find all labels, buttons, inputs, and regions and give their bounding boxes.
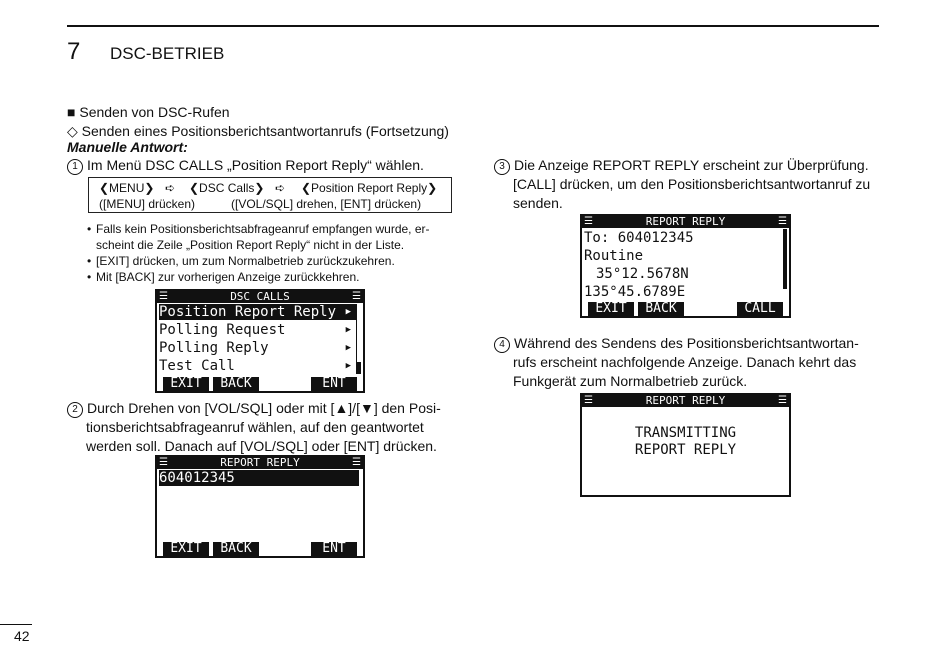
menu-item-label: Position Report Reply	[159, 304, 337, 320]
menu-item-position-report-reply[interactable]	[159, 304, 359, 320]
menu-item-polling-reply[interactable]	[159, 340, 359, 356]
page-number-rule	[0, 624, 32, 625]
ent-softkey[interactable]: ENT	[311, 542, 357, 556]
list-item-selected[interactable]: 604012345	[159, 470, 359, 486]
nav-arrow-icon: ➪	[165, 181, 176, 195]
nav-position-report-reply: ❮Position Report Reply❯	[301, 181, 438, 195]
step-2-line-3: werden soll. Danach auf [VOL/SQL] oder [ENT] drücken.	[86, 438, 437, 454]
menu-icon: ☰	[352, 291, 361, 302]
step-3	[494, 156, 880, 213]
step-3-line-2: [CALL] drücken, um den Positionsberichtsantwortanruf zu	[513, 176, 871, 192]
back-softkey[interactable]: BACK	[213, 377, 259, 391]
step-1-number: 1	[67, 159, 83, 175]
menu-icon: ☰	[159, 457, 168, 468]
step-2-line-2: tionsberichtsabfrageanruf wählen, auf den geantwortet	[86, 419, 424, 435]
menu-item-label: Polling Reply	[159, 340, 269, 356]
step-2	[67, 399, 453, 456]
square-bullet-icon: ■	[67, 104, 76, 120]
section-heading	[67, 103, 230, 122]
screen-title: REPORT REPLY	[220, 456, 300, 469]
menu-icon: ☰	[778, 216, 787, 227]
right-arrow-icon: ▶	[345, 361, 351, 371]
transmitting-message	[582, 425, 789, 459]
page-number: 42	[14, 628, 30, 644]
bullet-1-line-2: scheint die Zeile „Position Report Reply“ nicht in der Liste.	[96, 238, 405, 252]
ent-softkey[interactable]: ENT	[311, 377, 357, 391]
diamond-bullet-icon: ◇	[67, 123, 78, 139]
call-category: Routine	[584, 248, 644, 264]
screen-header	[157, 291, 363, 303]
nav-menu-subtext: ([MENU] drücken)	[99, 197, 196, 211]
menu-icon: ☰	[584, 395, 593, 406]
screen-transmitting	[580, 393, 791, 497]
chapter-number: 7	[67, 38, 81, 65]
scrollbar-thumb[interactable]	[357, 362, 361, 374]
right-arrow-icon: ▶	[345, 307, 351, 317]
transmitting-line-2: REPORT REPLY	[634, 442, 737, 458]
step-1-text: Im Menü DSC CALLS „Position Report Reply“ wählen.	[87, 157, 424, 173]
softkey-bar	[582, 301, 789, 316]
softkey-bar	[157, 376, 363, 391]
screen-dsc-calls	[155, 289, 365, 393]
to-address: To: 604012345	[584, 230, 694, 246]
menu-item-label: Test Call	[159, 358, 235, 374]
bullet-3: • Mit [BACK] zur vorherigen Anzeige zurückkehren.	[96, 269, 359, 285]
nav-menu: ❮MENU❯	[99, 181, 155, 195]
screen-report-reply-detail	[580, 214, 791, 318]
latitude: 35°12.5678N	[596, 266, 689, 282]
nav-dsc-calls: ❮DSC Calls❯	[189, 181, 265, 195]
screen-title: DSC CALLS	[230, 290, 290, 303]
step-3-line-3: senden.	[513, 195, 563, 211]
screen-header	[157, 457, 363, 469]
menu-icon: ☰	[584, 216, 593, 227]
section-label: Senden von DSC-Rufen	[79, 104, 230, 120]
step-1	[67, 156, 424, 175]
scrollbar[interactable]	[783, 229, 787, 289]
header-rule	[67, 25, 879, 27]
back-softkey[interactable]: BACK	[638, 302, 684, 316]
transmitting-line-1: TRANSMITTING	[634, 425, 737, 441]
step-4-line-1: Während des Sendens des Positionsberichtsantwortan-	[514, 335, 859, 351]
step-4	[494, 334, 880, 391]
menu-icon: ☰	[159, 291, 168, 302]
call-softkey[interactable]: CALL	[737, 302, 783, 316]
bullet-2: • [EXIT] drücken, um zum Normalbetrieb zurückzukehren.	[96, 253, 395, 269]
step-4-line-3: Funkgerät zum Normalbetrieb zurück.	[513, 373, 748, 389]
menu-icon: ☰	[352, 457, 361, 468]
right-arrow-icon: ▶	[345, 343, 351, 353]
exit-softkey[interactable]: EXIT	[163, 542, 209, 556]
step-3-number: 3	[494, 159, 510, 175]
screen-title: REPORT REPLY	[645, 215, 726, 228]
chapter-title: DSC-BETRIEB	[110, 44, 225, 63]
step-4-line-2: rufs erscheint nachfolgende Anzeige. Danach kehrt das	[513, 354, 857, 370]
menu-item-test-call[interactable]	[159, 358, 359, 374]
longitude: 135°45.6789E	[584, 284, 686, 300]
step-4-number: 4	[494, 337, 510, 353]
softkey-bar	[157, 541, 363, 556]
menu-item-label: Polling Request	[159, 322, 286, 338]
back-softkey[interactable]: BACK	[213, 542, 259, 556]
nav-vol-subtext: ([VOL/SQL] drehen, [ENT] drücken)	[231, 197, 422, 211]
exit-softkey[interactable]: EXIT	[163, 377, 209, 391]
nav-arrow-icon: ➪	[275, 181, 286, 195]
navigation-path-box	[88, 177, 452, 213]
screen-header	[582, 216, 789, 228]
right-arrow-icon: ▶	[345, 325, 351, 335]
bullet-1-line-1: • Falls kein Positionsberichtsabfrageanruf empfangen wurde, er-	[96, 222, 430, 236]
step-3-line-1: Die Anzeige REPORT REPLY erscheint zur Überprüfung.	[514, 157, 869, 173]
scrollbar[interactable]	[356, 304, 361, 374]
screen-header	[582, 395, 789, 407]
step-2-number: 2	[67, 402, 83, 418]
bullet-1	[96, 221, 430, 253]
exit-softkey[interactable]: EXIT	[588, 302, 634, 316]
subsection-label: Senden eines Positionsberichtsantwortanrufs (Fortsetzung)	[81, 123, 449, 139]
manual-heading: Manuelle Antwort:	[67, 139, 188, 155]
screen-title: REPORT REPLY	[645, 394, 726, 407]
menu-item-polling-request[interactable]	[159, 322, 359, 338]
screen-report-reply-list	[155, 455, 365, 558]
menu-icon: ☰	[778, 395, 787, 406]
step-2-line-1: Durch Drehen von [VOL/SQL] oder mit [▲]/[▼] den Posi-	[87, 400, 441, 416]
